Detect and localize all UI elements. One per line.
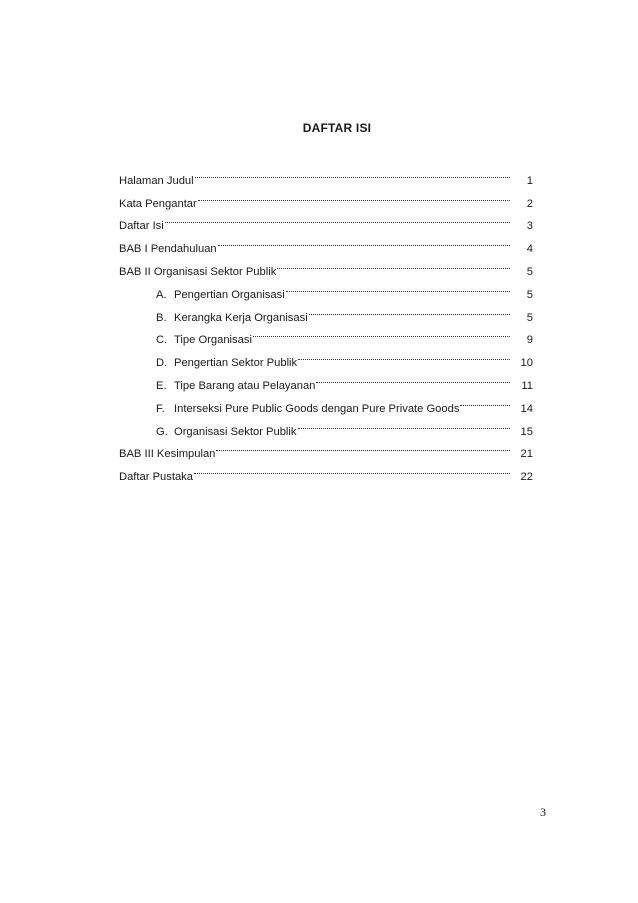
toc-entry-label: Tipe Barang atau Pelayanan — [174, 379, 316, 392]
toc-subentry-letter: E. — [156, 379, 167, 392]
toc-entry-page: 5 — [526, 288, 533, 301]
toc-dot-leader — [286, 275, 510, 298]
toc-subentry-letter: D. — [156, 357, 168, 370]
toc-dot-leader — [194, 457, 510, 480]
toc-subentry-letter: G. — [156, 425, 168, 438]
toc-dot-leader — [460, 389, 510, 412]
page-number: 3 — [540, 805, 546, 819]
toc-dot-leader — [277, 252, 510, 275]
toc-entry-label: Tipe Organisasi — [174, 334, 252, 347]
toc-entry-label: Halaman Judul — [119, 174, 194, 187]
toc-entry-page: 9 — [526, 334, 533, 347]
toc-subentry-letter: A. — [156, 288, 167, 301]
toc-entry-label: Interseksi Pure Public Goods dengan Pure Private Goods — [174, 402, 460, 415]
toc-entry-label: Organisasi Sektor Publik — [174, 425, 297, 438]
toc-entry-page: 4 — [526, 243, 533, 256]
toc-dot-leader — [216, 435, 510, 458]
toc-entry-label: Daftar Pustaka — [119, 471, 193, 484]
toc-entry-label: Kata Pengantar — [119, 197, 197, 210]
toc-entry-label: BAB III Kesimpulan — [119, 448, 216, 461]
toc-entry-label: Daftar Isi — [119, 220, 164, 233]
toc-dot-leader — [165, 207, 510, 230]
toc-entry-page: 14 — [520, 402, 533, 415]
toc-entry-page: 5 — [526, 265, 533, 278]
toc-entry-page: 5 — [526, 311, 533, 324]
page-title: DAFTAR ISI — [302, 121, 372, 135]
toc-dot-leader — [195, 161, 510, 184]
toc-dot-leader — [298, 343, 510, 366]
toc-entry-page: 21 — [520, 448, 533, 461]
toc-subentry-letter: B. — [156, 311, 167, 324]
toc-dot-leader — [198, 184, 510, 207]
toc-entry-daftar-isi[interactable] — [119, 207, 533, 233]
table-of-contents — [119, 161, 533, 484]
toc-dot-leader — [309, 298, 510, 321]
toc-entry-label: Pengertian Organisasi — [174, 288, 285, 301]
toc-entry-label: BAB II Organisasi Sektor Publik — [119, 265, 277, 278]
toc-dot-leader — [298, 412, 511, 435]
toc-dot-leader — [253, 321, 510, 344]
toc-entry-page: 22 — [520, 471, 533, 484]
toc-entry-page: 11 — [521, 379, 533, 392]
toc-entry-page: 3 — [526, 220, 533, 233]
toc-entry-bab-1[interactable] — [119, 229, 533, 256]
toc-entry-page: 2 — [526, 197, 533, 210]
toc-subentry-letter: C. — [156, 334, 168, 347]
toc-entry-label: Kerangka Kerja Organisasi — [174, 311, 308, 324]
toc-entry-halaman-judul[interactable] — [119, 161, 533, 187]
toc-entry-page: 1 — [526, 174, 533, 187]
toc-entry-page: 15 — [520, 425, 533, 438]
toc-entry-label: Pengertian Sektor Publik — [174, 357, 298, 370]
toc-dot-leader — [316, 366, 510, 389]
toc-entry-page: 10 — [520, 357, 533, 370]
toc-dot-leader — [218, 229, 510, 252]
toc-entry-label: BAB I Pendahuluan — [119, 243, 217, 256]
toc-subentry-letter: F. — [156, 402, 165, 415]
